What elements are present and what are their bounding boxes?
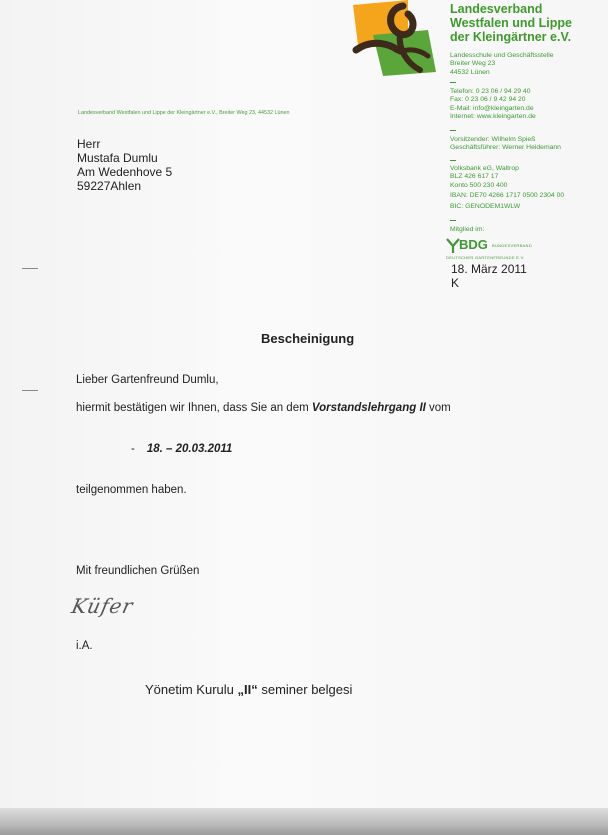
caption-prefix: Yönetim Kurulu xyxy=(145,682,238,697)
course-dates xyxy=(131,443,232,455)
organisation-name: Landesverband Westfalen und Lippe der Kleingärtner e.V. xyxy=(450,2,572,44)
signature: Küfer xyxy=(69,594,136,618)
letter-date: 18. März 2011 K xyxy=(451,262,527,290)
divider xyxy=(450,130,456,131)
closing: Mit freundlichen Grüßen xyxy=(76,565,200,577)
recipient-address: Herr Mustafa Dumlu Am Wedenhove 5 59227Ahlen xyxy=(77,137,173,193)
date-range: 18. – 20.03.2011 xyxy=(146,443,233,455)
contact-block: Telefon: 0 23 06 / 94 29 40 Fax: 0 23 06 / 9 42 94 20 E-Mail: info@kleingarten.de Internet: www.kleingarten.de xyxy=(450,88,536,121)
body-sentence xyxy=(76,402,451,414)
participation-text: teilgenommen haben. xyxy=(76,484,187,496)
body-suffix: vom xyxy=(425,402,451,414)
salutation: Lieber Gartenfreund Dumlu, xyxy=(76,374,219,386)
date-dash: - xyxy=(131,443,135,455)
punch-mark xyxy=(22,390,38,391)
divider xyxy=(450,160,456,161)
course-name: Vorstandslehrgang II xyxy=(311,402,426,414)
bdg-line-2: DEUTSCHER GARTENFREUNDE E.V. xyxy=(446,255,525,260)
bank-block: Volksbank eG, Waltrop BLZ 426 617 17 Konto 500 230 400 IBAN: DE70 4266 1717 0500 2304 00 BIC: GENODEM1WLW xyxy=(450,165,565,210)
school-address-block: Landesschule und Geschäftsstelle Breiter Weg 23 44532 Lünen xyxy=(450,52,554,76)
member-label: Mitglied im: xyxy=(450,226,485,233)
scan-bottom-edge xyxy=(0,808,608,835)
bdg-y-icon xyxy=(446,238,460,254)
ia-label: i.A. xyxy=(76,640,93,652)
caption-suffix: seminer belgesi xyxy=(257,682,353,697)
board-block: Vorsitzender: Wilhelm Spieß Geschäftsführer: Werner Heidemann xyxy=(450,136,561,152)
body-prefix: hiermit bestätigen wir Ihnen, dass Sie an dem xyxy=(76,402,312,414)
sender-return-address: Landesverband Westfalen und Lippe der Kleingärtner e.V., Breiter Weg 23, 44532 Lünen xyxy=(78,110,290,116)
bdg-logo xyxy=(446,237,576,261)
fold-mark xyxy=(22,268,38,269)
divider xyxy=(450,220,456,221)
divider xyxy=(450,82,456,83)
caption xyxy=(145,682,352,697)
caption-bold: „II“ xyxy=(237,682,258,697)
bdg-line-1: BUNDESVERBAND xyxy=(492,243,532,248)
tree-figure-logo xyxy=(348,0,438,80)
bdg-letters: BDG xyxy=(459,237,488,252)
document-heading: Bescheinigung xyxy=(261,331,355,346)
